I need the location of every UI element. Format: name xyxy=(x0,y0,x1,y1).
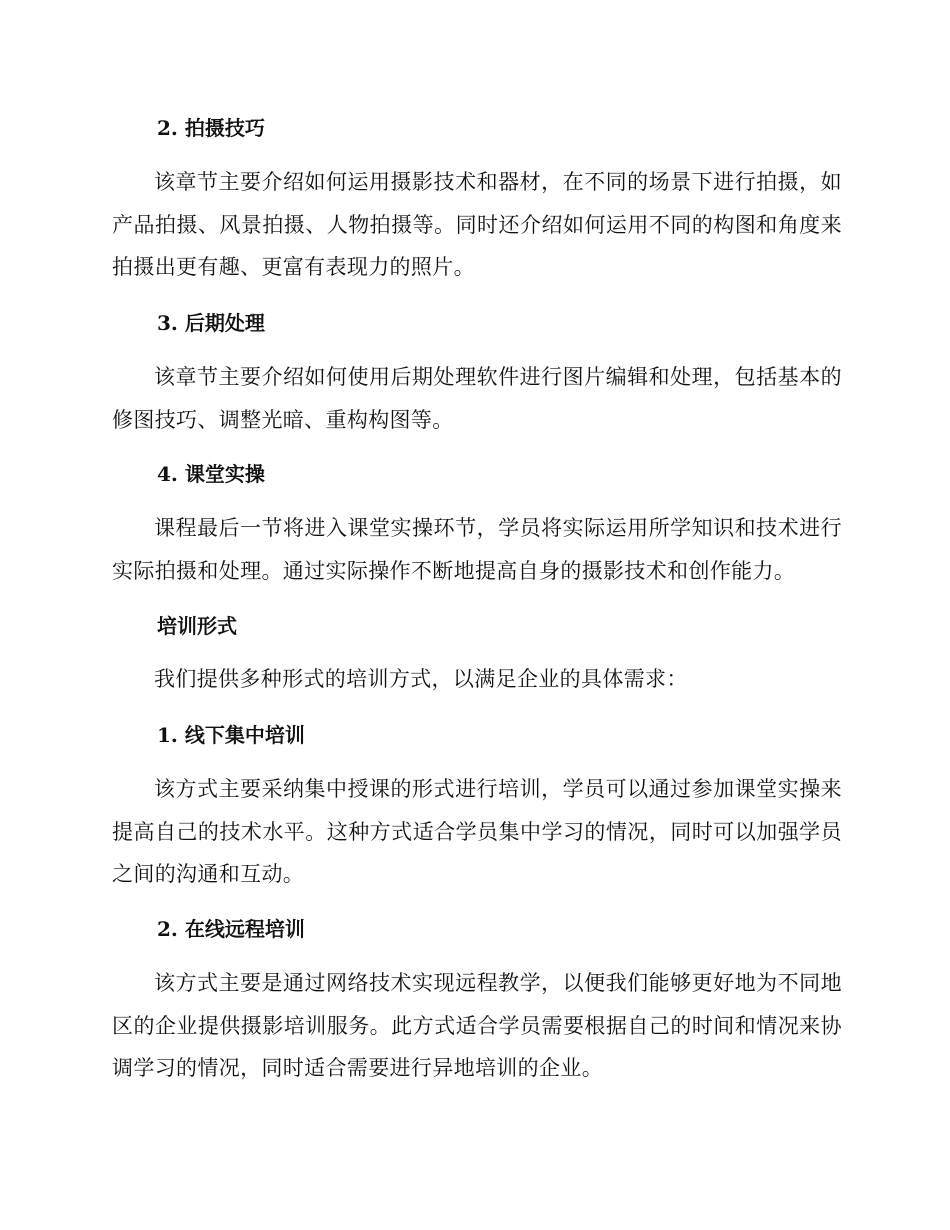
section-heading-training-format: 培训形式 xyxy=(157,614,237,638)
section-heading-classroom-practice: 4. 课堂实操 xyxy=(157,462,265,486)
section-paragraph-post-processing: 该章节主要介绍如何使用后期处理软件进行图片编辑和处理，包括基本的修图技巧、调整光暗、重构构图等。 xyxy=(112,365,842,432)
section-paragraph-shooting-skills: 该章节主要介绍如何运用摄影技术和器材，在不同的场景下进行拍摄，如产品拍摄、风景拍摄、人物拍摄等。同时还介绍如何运用不同的构图和角度来拍摄出更有趣、更富有表现力的照片。 xyxy=(112,170,842,279)
section-paragraph-online-training: 该方式主要是通过网络技术实现远程教学，以便我们能够更好地为不同地区的企业提供摄影培训服务。此方式适合学员需要根据自己的时间和情况来协调学习的情况，同时适合需要进行异地培训的企业。 xyxy=(112,971,842,1080)
section-paragraph-offline-training: 该方式主要采纳集中授课的形式进行培训，学员可以通过参加课堂实操来提高自己的技术水平。这种方式适合学员集中学习的情况，同时可以加强学员之间的沟通和互动。 xyxy=(112,777,842,886)
section-paragraph-classroom-practice: 课程最后一节将进入课堂实操环节，学员将实际运用所学知识和技术进行实际拍摄和处理。通过实际操作不断地提高自身的摄影技术和创作能力。 xyxy=(112,516,842,583)
section-heading-online-training: 2. 在线远程培训 xyxy=(157,917,305,941)
section-heading-post-processing: 3. 后期处理 xyxy=(157,311,265,335)
section-heading-shooting-skills: 2. 拍摄技巧 xyxy=(157,116,265,140)
section-paragraph-training-format: 我们提供多种形式的培训方式，以满足企业的具体需求： xyxy=(154,667,688,691)
section-heading-offline-training: 1. 线下集中培训 xyxy=(157,723,305,747)
